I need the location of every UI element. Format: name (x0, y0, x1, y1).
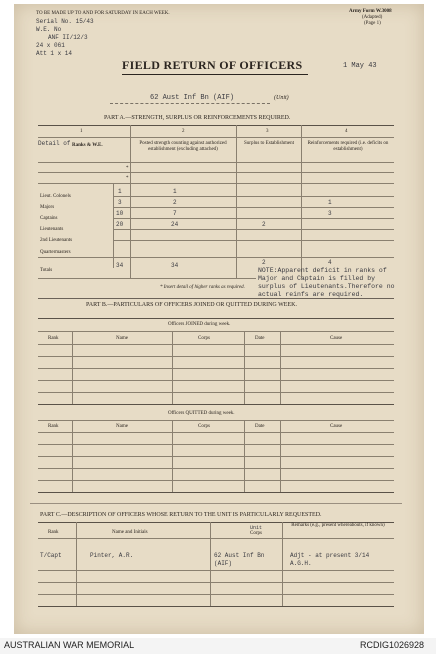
serial-number: Serial No. 15/43 (36, 18, 94, 25)
we-total: 34 (116, 262, 124, 269)
col-name: Name (116, 336, 128, 341)
posted-value: 2 (173, 199, 177, 206)
posted-value: 24 (171, 221, 179, 228)
typed-note: NOTE:Apparent deficit in ranks of Major and Captain is filled by surplus of Lieutenants.Therefore no actual reinfs are required. (258, 267, 395, 298)
col3-label: Surplus to Establishment (244, 141, 294, 146)
archive-name: AUSTRALIAN WAR MEMORIAL (4, 640, 135, 650)
return-date: 1 May 43 (343, 62, 377, 70)
totals-label: Totals (40, 268, 53, 273)
we-value: 10 (116, 210, 124, 217)
we-value: 1 (118, 188, 122, 195)
rank-label: Lieut. Colonels (40, 194, 71, 199)
reinf-total: 4 (328, 259, 332, 266)
rank-label: Majors (40, 205, 55, 210)
col-rank: Rank (48, 530, 59, 535)
col-corps: Corps (198, 336, 210, 341)
col-remarks: Remarks (e.g., present whereabouts, if known) (291, 523, 385, 528)
we-ref-2: ANF II/12/3 (48, 34, 88, 41)
posted-value: 7 (173, 210, 177, 217)
col-date: Date (255, 336, 265, 341)
unit-label: (Unit) (274, 95, 289, 101)
reinf-value: 1 (328, 199, 332, 206)
rank-label: Captains (40, 216, 58, 221)
we-value: 20 (116, 221, 124, 228)
posted-total: 34 (171, 262, 179, 269)
col-name-initials: Name and Initials (112, 530, 148, 535)
part-c-heading: PART C.—DESCRIPTION OF OFFICERS WHOSE RETURN TO THE UNIT IS PARTICULARLY REQUESTED. (40, 512, 322, 518)
col-number-3: 3 (266, 129, 269, 134)
quitted-title: Officers QUITTED during week. (168, 411, 235, 416)
rank-value: T/Capt (40, 552, 62, 559)
unit-value: 62 Aust Inf Bn (AIF) (214, 552, 265, 567)
col-rank: Rank (48, 336, 59, 341)
col4-label: Reinforcements required (i.e. deficits on establishment) (307, 141, 389, 152)
col-rank: Rank (48, 424, 59, 429)
col1-typed-label: Detail of (38, 140, 71, 147)
col-date: Date (255, 424, 265, 429)
form-title: FIELD RETURN OF OFFICERS (122, 58, 303, 72)
col2-label: Posted strength counting against authorized establishment (excluding attached) (139, 141, 227, 152)
col-cause: Cause (330, 336, 343, 341)
col-corps: Corps (250, 531, 262, 536)
remarks-value: Adjt - at present 3/14 A.G.H. (290, 552, 370, 567)
unit-value: 62 Aust Inf Bn (AIF) (150, 94, 235, 102)
col-number-2: 2 (182, 129, 185, 134)
archive-id: RCDIG1026928 (360, 640, 425, 650)
col1-label: Ranks & W.E. (72, 143, 103, 148)
form-instruction: TO BE MADE UP TO AND FOR SATURDAY IN EACH WEEK. (36, 11, 170, 16)
name-value: Pinter, A.R. (90, 552, 134, 559)
we-ref-1: W.E. No (36, 26, 62, 33)
surplus-total: 2 (262, 259, 266, 266)
we-value: 3 (118, 199, 122, 206)
archive-footer (0, 638, 436, 654)
part-a-heading: PART A.—STRENGTH, SURPLUS OR REINFORCEMENTS REQUIRED. (104, 115, 291, 121)
army-form-number: Army Form W.3008 (349, 9, 392, 14)
joined-title: Officers JOINED during week. (168, 322, 231, 327)
we-ref-4: Att 1 x 14 (36, 50, 73, 57)
col-corps: Corps (198, 424, 210, 429)
col-number-1: 1 (80, 129, 83, 134)
posted-value: 1 (173, 188, 177, 195)
surplus-value: 2 (262, 221, 266, 228)
col-unit-typed: Unit (250, 525, 263, 531)
rank-label: Lieutenants (40, 227, 64, 232)
adapted-label: (Adapted) (362, 15, 383, 20)
col-cause: Cause (330, 424, 343, 429)
col-name: Name (116, 424, 128, 429)
part-a-footnote: * Insert detail of higher ranks as required. (160, 285, 245, 290)
page-label: (Page 1) (364, 21, 381, 26)
rank-label: 2nd Lieutenants (40, 238, 73, 243)
col-number-4: 4 (345, 129, 348, 134)
we-ref-3: 24 x 061 (36, 42, 65, 49)
part-b-heading: PART B.—PARTICULARS OF OFFICERS JOINED OR QUITTED DURING WEEK. (86, 302, 297, 308)
reinf-value: 3 (328, 210, 332, 217)
rank-label: Quartermasters (40, 250, 71, 255)
